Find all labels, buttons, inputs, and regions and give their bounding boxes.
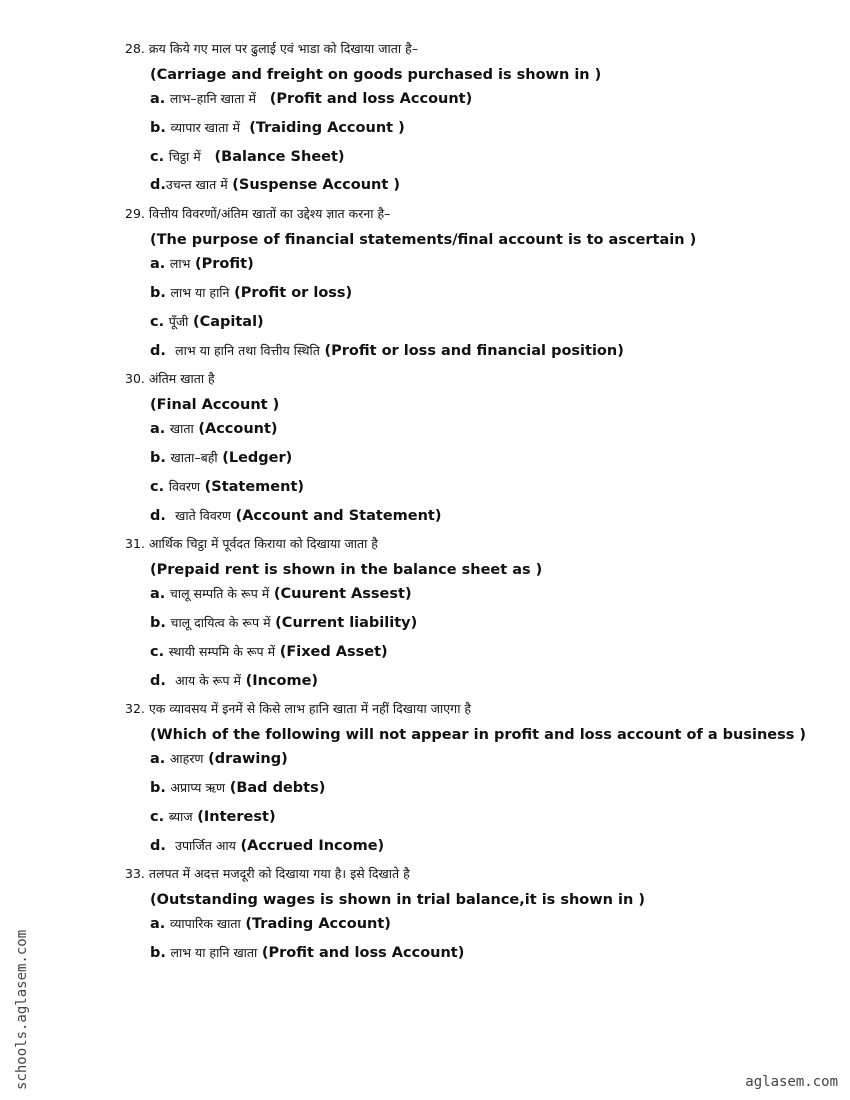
- option-english: (Capital): [192, 314, 264, 330]
- question-hindi: अंतिम खाता है: [148, 371, 215, 386]
- option-c: [150, 808, 276, 825]
- question-heading: [125, 205, 390, 222]
- option-hindi: लाभ: [169, 256, 191, 271]
- question-english: (Prepaid rent is shown in the balance sheet as ): [150, 562, 543, 578]
- option-d: [150, 507, 442, 524]
- option-english: (Profit or loss): [234, 285, 353, 301]
- option-english: (Income): [245, 673, 319, 689]
- option-hindi: खाता: [169, 421, 194, 436]
- option-english: (Statement): [204, 479, 305, 495]
- footer-watermark: aglasem.com: [745, 1074, 838, 1090]
- option-d: [150, 342, 624, 359]
- option-c: [150, 478, 304, 495]
- option-label: b.: [150, 615, 166, 631]
- question-heading: [125, 865, 410, 882]
- option-english: (Interest): [197, 809, 276, 825]
- question-heading: [125, 535, 378, 552]
- option-label: a.: [150, 916, 166, 932]
- option-english: (Ledger): [222, 450, 293, 466]
- question-number: 32.: [125, 701, 145, 716]
- option-a: [150, 585, 412, 602]
- option-english: (Fixed Asset): [279, 644, 388, 660]
- option-hindi: लाभ–हानि खाता में: [169, 91, 256, 106]
- option-hindi: व्यापारिक खाता: [169, 916, 241, 931]
- option-hindi: पूँजी: [168, 314, 189, 329]
- question-heading: [125, 700, 471, 717]
- option-label: a.: [150, 91, 166, 107]
- option-hindi: आहरण: [169, 751, 204, 766]
- option-label: b.: [150, 780, 166, 796]
- option-label: a.: [150, 256, 166, 272]
- option-label: c.: [150, 644, 165, 660]
- option-c: [150, 313, 264, 330]
- option-d: [150, 672, 318, 689]
- option-label: b.: [150, 285, 166, 301]
- side-watermark: schools.aglasem.com: [14, 929, 30, 1090]
- question-english: (Carriage and freight on goods purchased is shown in ): [150, 67, 602, 83]
- option-b: [150, 614, 417, 631]
- question-hindi: तलपत में अदत्त मजदूरी को दिखाया गया है। इसे दिखाते है: [148, 866, 410, 881]
- option-label: d.: [150, 177, 166, 193]
- option-label: a.: [150, 421, 166, 437]
- option-a: [150, 915, 391, 932]
- option-label: c.: [150, 479, 165, 495]
- option-english: (Account): [198, 421, 278, 437]
- option-a: [150, 90, 472, 107]
- option-c: [150, 148, 345, 165]
- option-label: d.: [150, 838, 166, 854]
- option-label: d.: [150, 343, 166, 359]
- option-hindi: लाभ या हानि खाता: [170, 945, 258, 960]
- option-english: (Suspense Account ): [232, 177, 400, 193]
- option-label: a.: [150, 751, 166, 767]
- option-hindi: चालू सम्पति के रूप में: [169, 586, 270, 601]
- option-english: (Balance Sheet): [214, 149, 345, 165]
- option-a: [150, 255, 254, 272]
- option-hindi: उचन्त खात में: [165, 177, 228, 192]
- option-english: (Profit and loss Account): [269, 91, 473, 107]
- question-english: (Final Account ): [150, 397, 280, 413]
- option-c: [150, 643, 388, 660]
- option-english: (Account and Statement): [235, 508, 442, 524]
- option-english: (Profit and loss Account): [261, 945, 465, 961]
- option-label: a.: [150, 586, 166, 602]
- option-hindi: अप्राप्य ऋण: [170, 780, 226, 795]
- option-english: (Bad debts): [229, 780, 326, 796]
- option-hindi: खाते विवरण: [175, 508, 231, 523]
- option-english: (Trading Account): [245, 916, 391, 932]
- option-hindi: स्थायी सम्पमि के रूप में: [168, 644, 276, 659]
- option-hindi: लाभ या हानि तथा वित्तीय स्थिति: [175, 343, 320, 358]
- option-hindi: आय के रूप में: [175, 673, 241, 688]
- question-english: (Outstanding wages is shown in trial balance,it is shown in ): [150, 892, 646, 908]
- question-hindi: आर्थिक चिट्ठा में पूर्वदत किराया को दिखाया जाता है: [148, 536, 378, 551]
- option-b: [150, 779, 325, 796]
- option-d: [150, 837, 384, 854]
- question-english: (Which of the following will not appear in profit and loss account of a business ): [150, 727, 807, 743]
- option-hindi: चिट्ठा में: [168, 149, 201, 164]
- option-label: b.: [150, 120, 166, 136]
- option-label: d.: [150, 673, 166, 689]
- question-number: 28.: [125, 41, 145, 56]
- question-heading: [125, 370, 215, 387]
- option-b: [150, 449, 292, 466]
- option-english: (Traiding Account ): [249, 120, 405, 136]
- option-label: b.: [150, 945, 166, 961]
- option-b: [150, 284, 352, 301]
- option-hindi: व्यापार खाता में: [170, 120, 240, 135]
- option-a: [150, 420, 278, 437]
- option-label: c.: [150, 149, 165, 165]
- question-heading: [125, 40, 418, 57]
- option-hindi: उपार्जित आय: [175, 838, 236, 853]
- option-d: [150, 176, 400, 193]
- question-english: (The purpose of financial statements/final account is to ascertain ): [150, 232, 697, 248]
- option-english: (Accrued Income): [240, 838, 385, 854]
- option-hindi: खाता–बही: [170, 450, 218, 465]
- option-label: c.: [150, 809, 165, 825]
- option-hindi: लाभ या हानि: [170, 285, 230, 300]
- option-a: [150, 750, 288, 767]
- question-number: 30.: [125, 371, 145, 386]
- option-english: (drawing): [208, 751, 288, 767]
- question-number: 33.: [125, 866, 145, 881]
- option-english: (Current liability): [275, 615, 418, 631]
- question-hindi: एक व्यावसय में इनमें से किसे लाभ हानि खाता में नहीं दिखाया जाएगा है: [148, 701, 472, 716]
- option-english: (Profit or loss and financial position): [324, 343, 624, 359]
- question-hindi: वित्तीय विवरणों/अंतिम खातों का उद्देश्य ज्ञात करना है–: [148, 206, 391, 221]
- option-label: c.: [150, 314, 165, 330]
- option-english: (Profit): [195, 256, 254, 272]
- option-hindi: विवरण: [168, 479, 201, 494]
- option-b: [150, 119, 405, 136]
- question-number: 31.: [125, 536, 145, 551]
- option-english: (Cuurent Assest): [273, 586, 412, 602]
- question-number: 29.: [125, 206, 145, 221]
- option-hindi: चालू दायित्व के रूप में: [170, 615, 271, 630]
- option-b: [150, 944, 464, 961]
- option-label: b.: [150, 450, 166, 466]
- option-hindi: ब्याज: [168, 809, 193, 824]
- question-hindi: क्रय किये गए माल पर ढुलाई एवं भाडा को दिखाया जाता है–: [148, 41, 418, 56]
- option-label: d.: [150, 508, 166, 524]
